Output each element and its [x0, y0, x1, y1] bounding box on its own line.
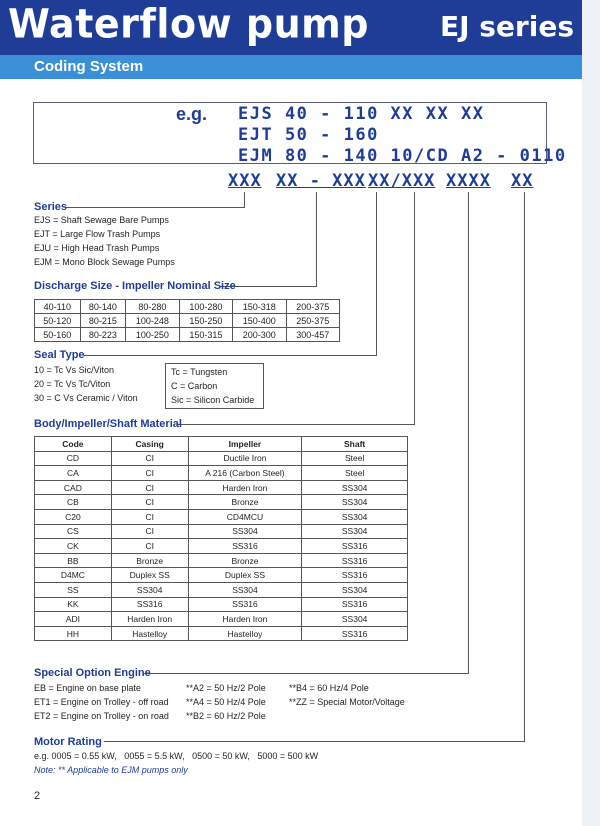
material-cell: Duplex SS [188, 568, 302, 583]
material-cell: SS304 [302, 524, 408, 539]
series-item: EJU = High Head Trash Pumps [34, 243, 160, 253]
option-item: EB = Engine on base plate [34, 683, 141, 693]
discharge-table [34, 299, 340, 342]
discharge-cell: 80-223 [80, 328, 126, 342]
material-cell: SS304 [302, 480, 408, 495]
material-cell: CD4MCU [188, 509, 302, 524]
material-cell: SS304 [188, 582, 302, 597]
material-cell: CAD [35, 480, 112, 495]
material-cell: CS [35, 524, 112, 539]
material-cell: CB [35, 495, 112, 510]
discharge-cell: 100-280 [179, 300, 232, 314]
material-row [35, 553, 408, 568]
option-item: **A2 = 50 Hz/2 Pole [186, 683, 266, 693]
material-cell: D4MC [35, 568, 112, 583]
option-heading: Special Option Engine [34, 667, 151, 679]
connector-line [524, 192, 525, 742]
series-item: EJS = Shaft Sewage Bare Pumps [34, 215, 169, 225]
material-row [35, 612, 408, 627]
material-cell: ADI [35, 612, 112, 627]
connector-line [66, 207, 245, 208]
material-row [35, 466, 408, 481]
material-cell: SS316 [302, 568, 408, 583]
material-row [35, 626, 408, 641]
discharge-cell: 150-318 [233, 300, 286, 314]
connector-line [178, 424, 415, 425]
material-cell: CD [35, 451, 112, 466]
series-heading: Series [34, 201, 68, 213]
material-cell: BB [35, 553, 112, 568]
material-row [35, 509, 408, 524]
page-number: 2 [34, 790, 41, 802]
discharge-cell: 50-160 [35, 328, 81, 342]
header-bar [0, 0, 582, 55]
material-cell: A 216 (Carbon Steel) [188, 466, 302, 481]
example-line-2: EJT 50 - 160 [238, 125, 379, 145]
discharge-row [35, 314, 340, 328]
material-cell: Harden Iron [188, 612, 302, 627]
material-cell: Harden Iron [111, 612, 188, 627]
seal-legend-item: Tc = Tungsten [171, 367, 228, 377]
material-cell: Bronze [188, 553, 302, 568]
series-item: EJT = Large Flow Trash Pumps [34, 229, 161, 239]
material-cell: Steel [302, 466, 408, 481]
material-cell: C20 [35, 509, 112, 524]
material-cell: SS [35, 582, 112, 597]
material-row [35, 495, 408, 510]
material-cell: SS304 [302, 495, 408, 510]
option-item: **B2 = 60 Hz/2 Pole [186, 711, 266, 721]
material-cell: CI [111, 480, 188, 495]
material-cell: SS316 [302, 597, 408, 612]
seal-legend-item: C = Carbon [171, 381, 218, 391]
material-header-code: Code [35, 437, 112, 452]
discharge-cell: 200-375 [286, 300, 340, 314]
material-cell: CI [111, 524, 188, 539]
motor-example: e.g. 0005 = 0.55 kW, 0055 = 5.5 kW, 0500 = 50 kW, 5000 = 500 kW [34, 751, 319, 761]
material-cell: SS304 [302, 612, 408, 627]
discharge-cell: 100-248 [126, 314, 179, 328]
discharge-cell: 200-300 [233, 328, 286, 342]
seal-item: 10 = Tc Vs Sic/Viton [34, 365, 114, 375]
material-row [35, 539, 408, 554]
connector-line [468, 192, 469, 674]
discharge-cell: 150-400 [233, 314, 286, 328]
option-item: ET1 = Engine on Trolley - off road [34, 697, 169, 707]
material-cell: HH [35, 626, 112, 641]
discharge-cell: 50-120 [35, 314, 81, 328]
material-cell: Steel [302, 451, 408, 466]
code-motor: XX [511, 171, 534, 191]
material-cell: Hastelloy [111, 626, 188, 641]
material-cell: SS316 [188, 539, 302, 554]
seal-heading: Seal Type [34, 349, 85, 361]
seal-legend-item: Sic = Silicon Carbide [171, 395, 255, 405]
material-cell: CI [111, 451, 188, 466]
material-row [35, 597, 408, 612]
connector-line [84, 355, 377, 356]
material-cell: CI [111, 495, 188, 510]
code-seal-material: XX/XXX [368, 171, 436, 191]
discharge-cell: 80-280 [126, 300, 179, 314]
motor-heading: Motor Rating [34, 736, 102, 748]
material-header-impeller: Impeller [188, 437, 302, 452]
discharge-cell: 250-375 [286, 314, 340, 328]
material-cell: SS316 [111, 597, 188, 612]
material-cell: SS316 [302, 539, 408, 554]
material-row [35, 451, 408, 466]
material-cell: SS316 [188, 597, 302, 612]
discharge-heading: Discharge Size - Impeller Nominal Size [34, 280, 236, 292]
material-cell: Bronze [111, 553, 188, 568]
material-cell: Ductile Iron [188, 451, 302, 466]
seal-item: 20 = Tc Vs Tc/Viton [34, 379, 111, 389]
material-cell: CI [111, 509, 188, 524]
material-cell: CK [35, 539, 112, 554]
material-row [35, 582, 408, 597]
code-series: XXX [228, 171, 262, 191]
series-item: EJM = Mono Block Sewage Pumps [34, 257, 175, 267]
material-cell: Duplex SS [111, 568, 188, 583]
material-cell: SS316 [302, 553, 408, 568]
series-title: EJ series [439, 10, 574, 43]
motor-note: Note: ** Applicable to EJM pumps only [34, 765, 188, 775]
discharge-row [35, 300, 340, 314]
option-item: **B4 = 60 Hz/4 Pole [289, 683, 369, 693]
material-cell: Hastelloy [188, 626, 302, 641]
material-row [35, 480, 408, 495]
material-row [35, 524, 408, 539]
material-cell: SS304 [302, 582, 408, 597]
material-row [35, 568, 408, 583]
option-item: **ZZ = Special Motor/Voltage [289, 697, 405, 707]
example-line-1: EJS 40 - 110 XX XX XX [238, 104, 485, 124]
material-heading: Body/Impeller/Shaft Material [34, 418, 182, 430]
code-engine: XXXX [446, 171, 491, 191]
material-cell: Harden Iron [188, 480, 302, 495]
section-bar [0, 55, 582, 79]
example-line-3: EJM 80 - 140 10/CD A2 - 0110 [238, 146, 567, 166]
connector-line [376, 192, 377, 356]
material-table [34, 436, 408, 641]
code-size: XX - XXX [276, 171, 366, 191]
connector-line [143, 673, 469, 674]
material-cell: SS304 [111, 582, 188, 597]
material-cell: SS316 [302, 626, 408, 641]
material-cell: KK [35, 597, 112, 612]
connector-line [414, 192, 415, 425]
material-cell: SS304 [188, 524, 302, 539]
material-header-casing: Casing [111, 437, 188, 452]
seal-legend-box [165, 363, 264, 409]
discharge-cell: 150-315 [179, 328, 232, 342]
discharge-cell: 80-215 [80, 314, 126, 328]
option-item: **A4 = 50 Hz/4 Pole [186, 697, 266, 707]
material-cell: CA [35, 466, 112, 481]
discharge-row [35, 328, 340, 342]
page-title: Waterflow pump [8, 0, 369, 48]
material-cell: SS304 [302, 509, 408, 524]
discharge-cell: 300-457 [286, 328, 340, 342]
discharge-cell: 150-250 [179, 314, 232, 328]
discharge-cell: 80-140 [80, 300, 126, 314]
page-edge [582, 0, 600, 826]
discharge-cell: 100-250 [126, 328, 179, 342]
connector-line [316, 192, 317, 287]
material-header-shaft: Shaft [302, 437, 408, 452]
section-title: Coding System [34, 58, 144, 75]
seal-item: 30 = C Vs Ceramic / Viton [34, 393, 138, 403]
discharge-cell: 40-110 [35, 300, 81, 314]
material-cell: CI [111, 539, 188, 554]
material-cell: Bronze [188, 495, 302, 510]
connector-line [244, 192, 245, 208]
material-cell: CI [111, 466, 188, 481]
connector-line [104, 741, 525, 742]
example-label: e.g. [176, 104, 208, 124]
option-item: ET2 = Engine on Trolley - on road [34, 711, 169, 721]
